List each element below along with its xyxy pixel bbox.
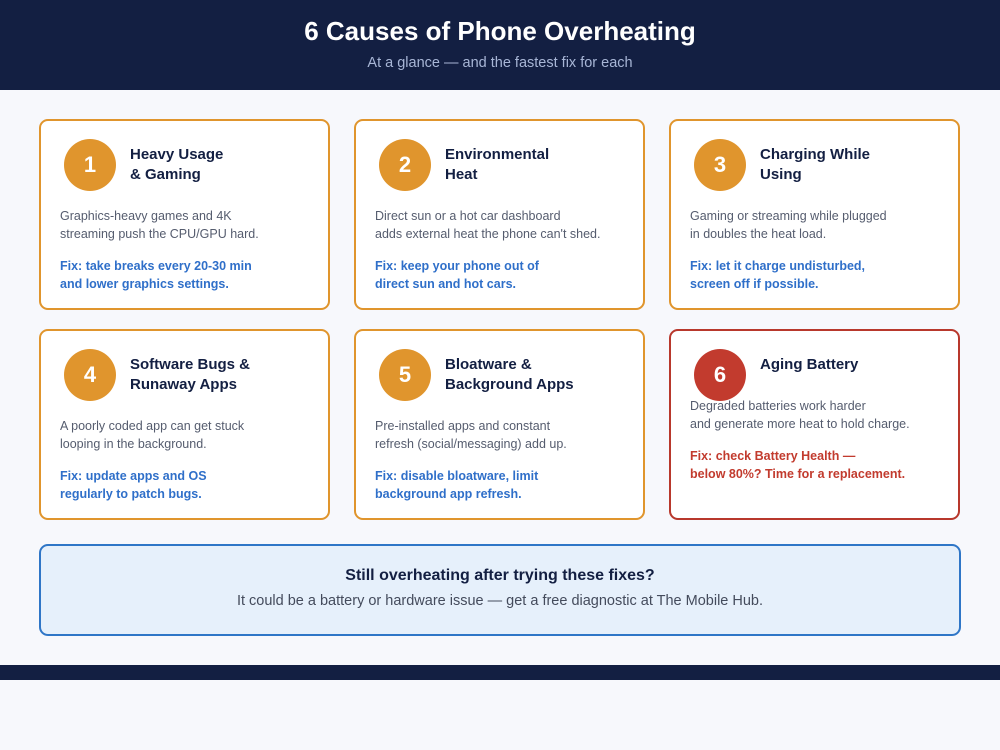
cause-description: A poorly coded app can get stuck looping in the background. — [60, 419, 245, 451]
diagnostic-callout — [39, 544, 961, 636]
page-subtitle: At a glance — and the fastest fix for each — [367, 55, 633, 71]
cause-card-bloatware — [354, 329, 645, 520]
cause-title: Bloatware & Background Apps — [445, 356, 574, 393]
cause-description: Direct sun or a hot car dashboard adds external heat the phone can't shed. — [375, 209, 601, 241]
callout-title: Still overheating after trying these fixes? — [345, 567, 655, 584]
cause-fix: Fix: keep your phone out of direct sun and hot cars. — [375, 259, 539, 291]
cause-fix: Fix: take breaks every 20-30 min and lower graphics settings. — [60, 259, 252, 291]
cause-number-badge: 5 — [379, 349, 431, 401]
cause-number-badge: 2 — [379, 139, 431, 191]
cause-number-badge: 1 — [64, 139, 116, 191]
cause-card-environmental-heat — [354, 119, 645, 310]
cause-fix: Fix: update apps and OS regularly to patch bugs. — [60, 469, 207, 501]
cause-description: Degraded batteries work harder and generate more heat to hold charge. — [690, 399, 910, 431]
cause-title: Software Bugs & Runaway Apps — [130, 356, 251, 393]
callout-text: It could be a battery or hardware issue — get a free diagnostic at The Mobile Hub. — [236, 593, 764, 609]
cause-title: Aging Battery — [760, 356, 859, 373]
page-header — [0, 0, 1000, 90]
cause-title: Charging While Using — [760, 146, 870, 183]
cause-fix: Fix: disable bloatware, limit background app refresh. — [375, 469, 539, 501]
cause-card-aging-battery — [669, 329, 960, 520]
cause-fix: Fix: check Battery Health — below 80%? Time for a replacement. — [690, 449, 906, 481]
bottom-bar — [0, 665, 1000, 680]
cause-description: Pre-installed apps and constant refresh (social/messaging) add up. — [375, 419, 567, 451]
cause-card-software-bugs — [39, 329, 330, 520]
cause-card-charging-while-using — [669, 119, 960, 310]
cause-number-badge: 6 — [694, 349, 746, 401]
cause-number-badge: 3 — [694, 139, 746, 191]
cause-title: Environmental Heat — [445, 146, 550, 183]
cause-number-badge: 4 — [64, 349, 116, 401]
cause-title: Heavy Usage & Gaming — [130, 146, 224, 183]
cause-description: Gaming or streaming while plugged in doubles the heat load. — [690, 209, 887, 241]
cause-description: Graphics-heavy games and 4K streaming push the CPU/GPU hard. — [60, 209, 259, 241]
page-title: 6 Causes of Phone Overheating — [304, 16, 696, 46]
cause-card-heavy-usage — [39, 119, 330, 310]
cause-fix: Fix: let it charge undisturbed, screen off if possible. — [690, 259, 866, 291]
